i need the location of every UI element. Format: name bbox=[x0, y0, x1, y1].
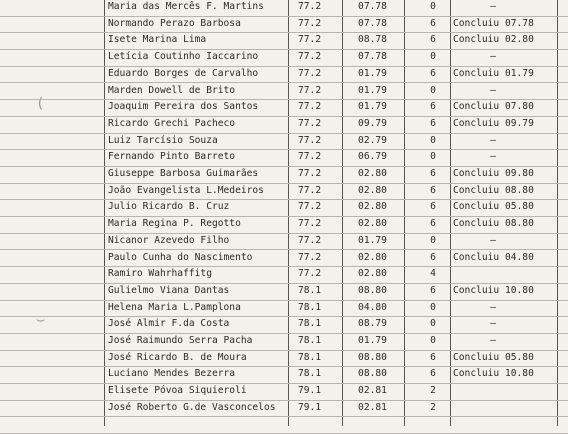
status-note bbox=[453, 266, 559, 283]
table-row bbox=[0, 149, 568, 167]
period-code: 77.2 bbox=[298, 266, 338, 283]
table-row bbox=[0, 250, 568, 268]
period-code: 77.2 bbox=[298, 149, 338, 166]
table-row bbox=[0, 116, 568, 134]
entry-date: 02.80 bbox=[341, 216, 404, 233]
entry-date: 08.78 bbox=[341, 32, 404, 49]
period-code: 79.1 bbox=[298, 383, 338, 400]
table-row bbox=[0, 83, 568, 101]
status-note: Concluiu 05.80 bbox=[453, 199, 559, 216]
status-note: – bbox=[453, 300, 533, 317]
status-note bbox=[453, 400, 559, 417]
entry-date: 01.79 bbox=[341, 99, 404, 116]
period-code: 77.2 bbox=[298, 0, 338, 16]
entry-date: 08.79 bbox=[341, 316, 404, 333]
status-note: Concluiu 01.79 bbox=[453, 66, 559, 83]
student-name: João Evangelista L.Medeiros bbox=[108, 183, 290, 200]
credit-count: 6 bbox=[418, 250, 448, 267]
table-row bbox=[0, 0, 568, 17]
table-row bbox=[0, 16, 568, 34]
entry-date: 02.80 bbox=[341, 266, 404, 283]
status-note: Concluiu 07.78 bbox=[453, 16, 559, 33]
student-name: Giuseppe Barbosa Guimarães bbox=[108, 166, 290, 183]
table-row bbox=[0, 199, 568, 217]
credit-count: 6 bbox=[418, 183, 448, 200]
period-code: 77.2 bbox=[298, 16, 338, 33]
entry-date: 08.80 bbox=[341, 366, 404, 383]
table-row bbox=[0, 383, 568, 401]
period-code: 77.2 bbox=[298, 250, 338, 267]
period-code: 77.2 bbox=[298, 233, 338, 250]
credit-count: 0 bbox=[418, 149, 448, 166]
student-name bbox=[108, 417, 290, 434]
credit-count: 6 bbox=[418, 99, 448, 116]
credit-count: 6 bbox=[418, 366, 448, 383]
status-note: Concluiu 04.80 bbox=[453, 250, 559, 267]
entry-date: 01.79 bbox=[341, 333, 404, 350]
period-code: 78.1 bbox=[298, 283, 338, 300]
credit-count: 2 bbox=[418, 400, 448, 417]
table-row bbox=[0, 417, 568, 434]
period-code: 77.2 bbox=[298, 199, 338, 216]
student-name: José Almir F.da Costa bbox=[108, 316, 290, 333]
table-row bbox=[0, 366, 568, 384]
period-code: 77.2 bbox=[298, 133, 338, 150]
table-row bbox=[0, 233, 568, 251]
period-code bbox=[298, 417, 338, 434]
credit-count: 6 bbox=[418, 283, 448, 300]
table-row bbox=[0, 216, 568, 234]
period-code: 79.1 bbox=[298, 400, 338, 417]
table-row bbox=[0, 166, 568, 184]
status-note: – bbox=[453, 83, 533, 100]
table-row bbox=[0, 32, 568, 50]
status-note: Concluiu 08.80 bbox=[453, 216, 559, 233]
pencil-mark: ( bbox=[36, 96, 44, 112]
entry-date: 02.81 bbox=[341, 383, 404, 400]
student-name: Ramiro Wahrhaffitg bbox=[108, 266, 290, 283]
student-name: Fernando Pinto Barreto bbox=[108, 149, 290, 166]
status-note bbox=[453, 417, 559, 434]
entry-date: 08.80 bbox=[341, 350, 404, 367]
credit-count: 0 bbox=[418, 316, 448, 333]
credit-count: 6 bbox=[418, 199, 448, 216]
student-name: Maria das Mercês F. Martins bbox=[108, 0, 290, 16]
entry-date: 01.79 bbox=[341, 83, 404, 100]
period-code: 77.2 bbox=[298, 83, 338, 100]
credit-count: 0 bbox=[418, 233, 448, 250]
table-row bbox=[0, 99, 568, 117]
student-name: Luiz Tarcísio Souza bbox=[108, 133, 290, 150]
period-code: 77.2 bbox=[298, 49, 338, 66]
period-code: 78.1 bbox=[298, 316, 338, 333]
credit-count: 0 bbox=[418, 83, 448, 100]
period-code: 77.2 bbox=[298, 216, 338, 233]
student-name: Letícia Coutinho Iaccarino bbox=[108, 49, 290, 66]
period-code: 77.2 bbox=[298, 99, 338, 116]
student-name: Isete Marina Lima bbox=[108, 32, 290, 49]
credit-count: 6 bbox=[418, 216, 448, 233]
period-code: 77.2 bbox=[298, 116, 338, 133]
entry-date: 01.79 bbox=[341, 66, 404, 83]
table-row bbox=[0, 316, 568, 334]
period-code: 78.1 bbox=[298, 333, 338, 350]
table-row bbox=[0, 133, 568, 151]
table-row bbox=[0, 49, 568, 67]
student-name: Joaquim Pereira dos Santos bbox=[108, 99, 290, 116]
credit-count: 6 bbox=[418, 32, 448, 49]
status-note: Concluiu 10.80 bbox=[453, 283, 559, 300]
entry-date: 02.80 bbox=[341, 250, 404, 267]
status-note: – bbox=[453, 316, 533, 333]
status-note: Concluiu 09.80 bbox=[453, 166, 559, 183]
entry-date: 06.79 bbox=[341, 149, 404, 166]
entry-date: 02.80 bbox=[341, 166, 404, 183]
pencil-mark: ⌣ bbox=[36, 312, 45, 328]
credit-count: 6 bbox=[418, 66, 448, 83]
status-note: – bbox=[453, 149, 533, 166]
entry-date: 09.79 bbox=[341, 116, 404, 133]
status-note: – bbox=[453, 233, 533, 250]
period-code: 77.2 bbox=[298, 166, 338, 183]
table-row bbox=[0, 350, 568, 368]
period-code: 78.1 bbox=[298, 300, 338, 317]
status-note: Concluiu 05.80 bbox=[453, 350, 559, 367]
period-code: 77.2 bbox=[298, 66, 338, 83]
credit-count: 0 bbox=[418, 133, 448, 150]
entry-date: 02.80 bbox=[341, 183, 404, 200]
table-row bbox=[0, 66, 568, 84]
student-name: Normando Perazo Barbosa bbox=[108, 16, 290, 33]
credit-count: 6 bbox=[418, 350, 448, 367]
status-note: Concluiu 07.80 bbox=[453, 99, 559, 116]
credit-count: 4 bbox=[418, 266, 448, 283]
student-name: Marden Dowell de Brito bbox=[108, 83, 290, 100]
period-code: 77.2 bbox=[298, 183, 338, 200]
table-row bbox=[0, 300, 568, 318]
period-code: 78.1 bbox=[298, 350, 338, 367]
entry-date: 01.79 bbox=[341, 233, 404, 250]
credit-count: 0 bbox=[418, 0, 448, 16]
student-name: Ricardo Grechi Pacheco bbox=[108, 116, 290, 133]
status-note: – bbox=[453, 333, 533, 350]
entry-date: 07.78 bbox=[341, 16, 404, 33]
entry-date: 02.81 bbox=[341, 400, 404, 417]
credit-count: 6 bbox=[418, 166, 448, 183]
entry-date: 07.78 bbox=[341, 0, 404, 16]
entry-date bbox=[341, 417, 404, 434]
student-name: Elisete Póvoa Siquieroli bbox=[108, 383, 290, 400]
student-name: Gulielmo Viana Dantas bbox=[108, 283, 290, 300]
status-note: – bbox=[453, 49, 533, 66]
student-name: José Raimundo Serra Pacha bbox=[108, 333, 290, 350]
period-code: 77.2 bbox=[298, 32, 338, 49]
credit-count: 2 bbox=[418, 383, 448, 400]
period-code: 78.1 bbox=[298, 366, 338, 383]
student-name: Helena Maria L.Pamplona bbox=[108, 300, 290, 317]
student-name: Luciano Mendes Bezerra bbox=[108, 366, 290, 383]
status-note: Concluiu 08.80 bbox=[453, 183, 559, 200]
credit-count: 6 bbox=[418, 116, 448, 133]
table-row bbox=[0, 333, 568, 351]
table-row bbox=[0, 283, 568, 301]
table-row bbox=[0, 183, 568, 201]
status-note: Concluiu 10.80 bbox=[453, 366, 559, 383]
status-note bbox=[453, 383, 559, 400]
student-name: Maria Regina P. Regotto bbox=[108, 216, 290, 233]
table-row bbox=[0, 400, 568, 418]
entry-date: 02.79 bbox=[341, 133, 404, 150]
student-name: Nicanor Azevedo Filho bbox=[108, 233, 290, 250]
status-note: Concluiu 09.79 bbox=[453, 116, 559, 133]
entry-date: 07.78 bbox=[341, 49, 404, 66]
credit-count: 0 bbox=[418, 333, 448, 350]
status-note: – bbox=[453, 133, 533, 150]
entry-date: 08.80 bbox=[341, 283, 404, 300]
entry-date: 04.80 bbox=[341, 300, 404, 317]
credit-count bbox=[418, 417, 448, 434]
table-row bbox=[0, 266, 568, 284]
credit-count: 6 bbox=[418, 16, 448, 33]
student-name: José Ricardo B. de Moura bbox=[108, 350, 290, 367]
entry-date: 02.80 bbox=[341, 199, 404, 216]
student-name: Paulo Cunha do Nascimento bbox=[108, 250, 290, 267]
credit-count: 0 bbox=[418, 300, 448, 317]
status-note: – bbox=[453, 0, 533, 16]
student-name: Julio Ricardo B. Cruz bbox=[108, 199, 290, 216]
status-note: Concluiu 02.80 bbox=[453, 32, 559, 49]
student-name: Eduardo Borges de Carvalho bbox=[108, 66, 290, 83]
student-name: José Roberto G.de Vasconcelos bbox=[108, 400, 290, 417]
credit-count: 0 bbox=[418, 49, 448, 66]
